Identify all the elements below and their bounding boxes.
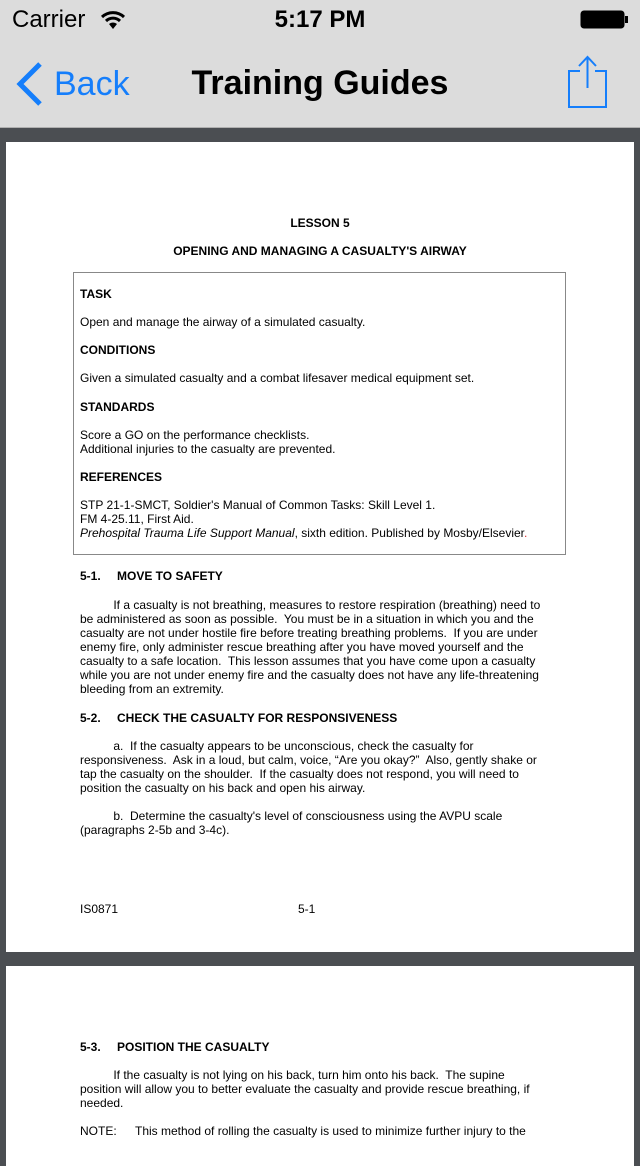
section-5-3-title: POSITION THE CASUALTY (117, 1040, 270, 1054)
standards-line: Score a GO on the performance checklists. (80, 428, 310, 442)
section-5-2b-body (80, 809, 502, 837)
task-heading: TASK (80, 287, 112, 301)
page-title: Training Guides (191, 64, 449, 102)
document-page-1 (6, 142, 634, 952)
reference-title: Prehospital Trauma Life Support Manual (80, 526, 295, 540)
lesson-heading: OPENING AND MANAGING A CASUALTY'S AIRWAY (173, 244, 467, 258)
navigation-bar (0, 0, 640, 128)
back-label: Back (54, 64, 130, 103)
footer-id: IS0871 (80, 902, 119, 916)
task-text: Open and manage the airway of a simulated casualty. (80, 315, 366, 329)
conditions-text: Given a simulated casualty and a combat lifesaver medical equipment set. (80, 371, 475, 385)
references-heading: REFERENCES (80, 470, 163, 484)
text-line: b. Determine the casualty's level of consciousness using the AVPU scale (80, 809, 503, 823)
document-page-2 (6, 966, 634, 1166)
reference-line: FM 4-25.11, First Aid. (80, 512, 194, 526)
text-line: (paragraphs 2-5b and 3-4c). (80, 823, 230, 837)
standards-line: Additional injuries to the casualty are prevented. (80, 442, 336, 456)
section-5-3-body (80, 1068, 530, 1110)
text-line: casualty are not under hostile fire before treating breathing problems. If you are under (80, 626, 538, 640)
reference-line: STP 21-1-SMCT, Soldier's Manual of Common Tasks: Skill Level 1. (80, 498, 436, 512)
text-line: be administered as soon as possible. You must be in a situation in which you and the (80, 612, 534, 626)
text-line: position the casualty on his back and open his airway. (80, 781, 366, 795)
section-5-2-title: CHECK THE CASUALTY FOR RESPONSIVENESS (117, 711, 398, 725)
text-line: while you are not under enemy fire and the casualty does not have any life-threatening (80, 668, 539, 682)
section-5-3-number: 5-3. (80, 1040, 101, 1054)
reference-line: Prehospital Trauma Life Support Manual, sixth edition. Published by Mosby/Elsevier. (80, 526, 528, 540)
text-line: bleeding from an extremity. (80, 682, 224, 696)
reference-rest: , sixth edition. Published by Mosby/Elsevier (294, 526, 525, 540)
conditions-heading: CONDITIONS (80, 343, 156, 357)
section-5-1-number: 5-1. (80, 569, 101, 583)
standards-heading: STANDARDS (80, 400, 155, 414)
section-5-1-title: MOVE TO SAFETY (117, 569, 223, 583)
text-line: responsiveness. Ask in a loud, but calm, voice, “Are you okay?” Also, gently shake or (80, 753, 537, 767)
text-line: position will allow you to better evaluate the casualty and provide rescue breathing, if (80, 1082, 530, 1096)
text-line: needed. (80, 1096, 124, 1110)
text-line: a. If the casualty appears to be unconscious, check the casualty for (80, 739, 474, 753)
note-text: This method of rolling the casualty is used to minimize further injury to the (135, 1124, 526, 1138)
section-5-2-number: 5-2. (80, 711, 101, 725)
text-line: casualty to a safe location. This lesson assumes that you have come upon a casualty (80, 654, 536, 668)
text-line: If a casualty is not breathing, measures to restore respiration (breathing) need to (80, 598, 541, 612)
text-line: tap the casualty on the shoulder. If the casualty does not respond, you will need to (80, 767, 519, 781)
note-label: NOTE: (80, 1124, 117, 1138)
clock: 5:17 PM (274, 6, 366, 33)
lesson-number: LESSON 5 (290, 216, 350, 230)
section-5-1-body (80, 598, 540, 696)
carrier-label: Carrier (12, 6, 86, 33)
footer-page-number: 5-1 (298, 902, 316, 916)
share-icon[interactable] (566, 54, 610, 110)
text-line: enemy fire, only administer rescue breathing after you have moved yourself and the (80, 640, 524, 654)
section-5-2a-body (80, 739, 537, 795)
battery-icon (580, 10, 630, 30)
text-line: If the casualty is not lying on his back, turn him onto his back. The supine (80, 1068, 505, 1082)
